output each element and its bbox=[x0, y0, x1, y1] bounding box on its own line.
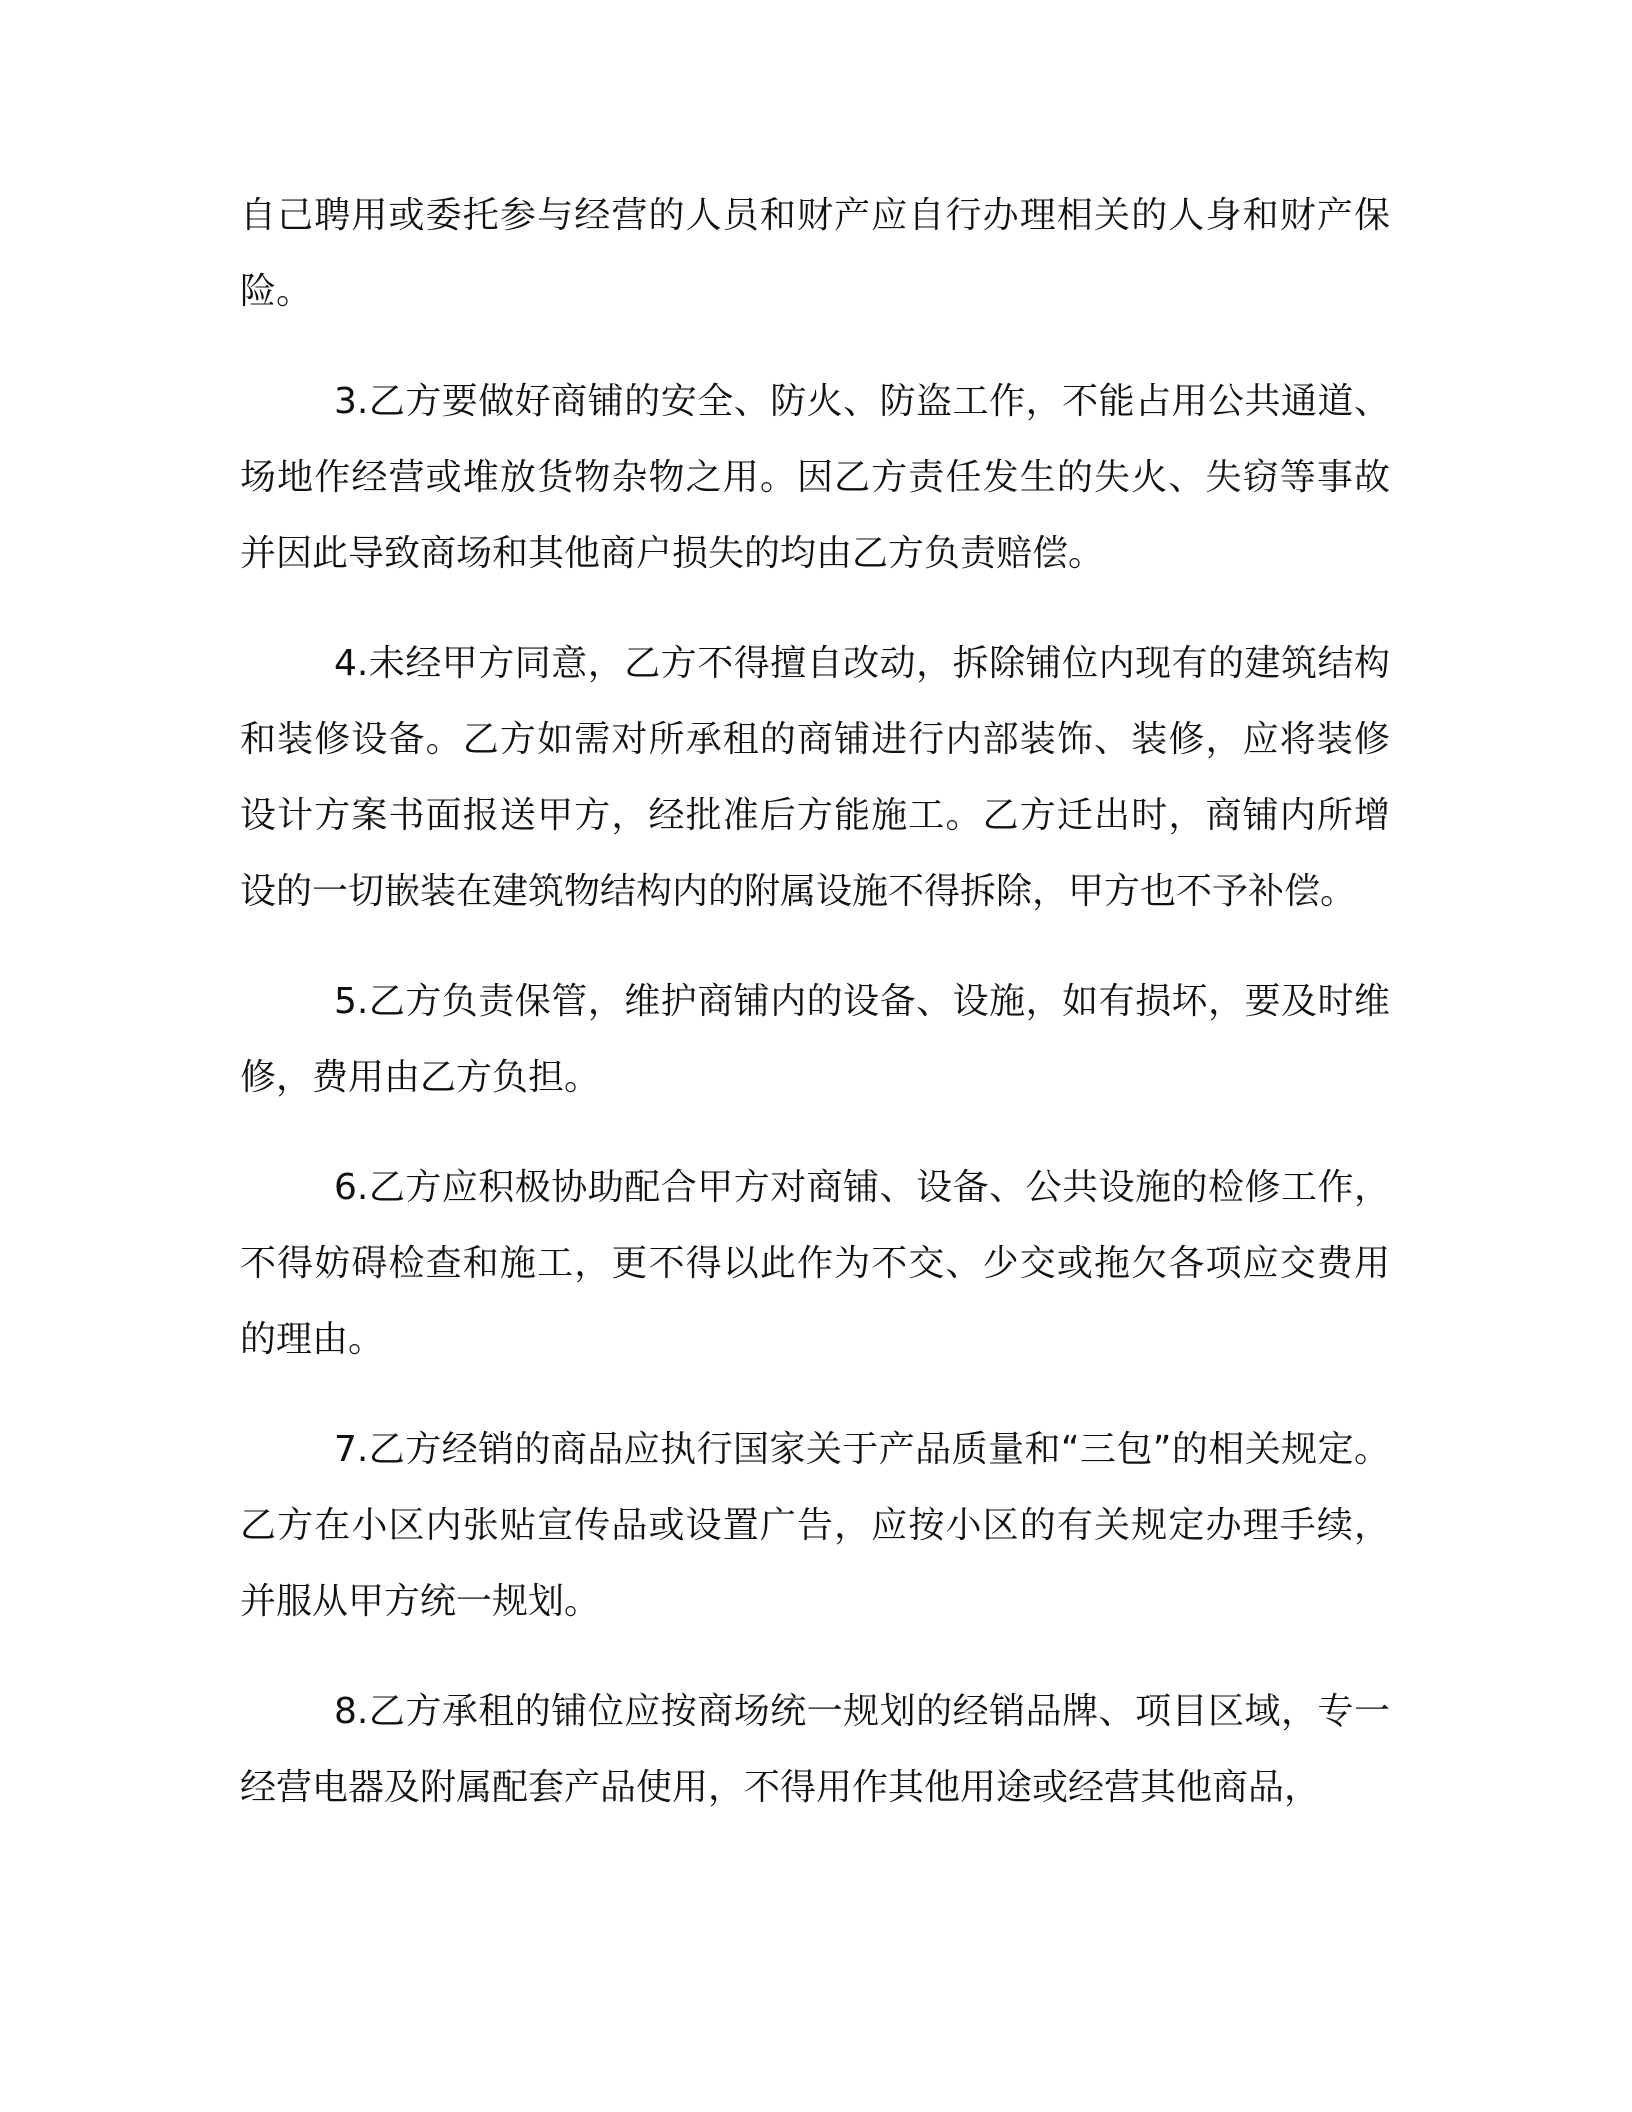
paragraph-clause-5: 5.乙方负责保管，维护商铺内的设备、设施，如有损坏，要及时维修，费用由乙方负担。 bbox=[240, 981, 1390, 1098]
paragraph-clause-3: 3.乙方要做好商铺的安全、防火、防盗工作，不能占用公共通道、场地作经营或堆放货物杂物之用。因乙方责任发生的失火、失窃等事故并因此导致商场和其他商户损失的均由乙方负责赔偿。 bbox=[240, 381, 1390, 574]
paragraph-clause-4: 4.未经甲方同意，乙方不得擅自改动，拆除铺位内现有的建筑结构和装修设备。乙方如需对所承租的商铺进行内部装饰、装修，应将装修设计方案书面报送甲方，经批准后方能施工。乙方迁出时，商铺内所增设的一切嵌装在建筑物结构内的附属设施不得拆除，甲方也不予补偿。 bbox=[240, 643, 1390, 912]
paragraph-clause-8: 8.乙方承租的铺位应按商场统一规划的经销品牌、项目区域，专一经营电器及附属配套产品使用，不得用作其他用途或经营其他商品， bbox=[240, 1691, 1390, 1808]
paragraph-clause-7: 7.乙方经销的商品应执行国家关于产品质量和“三包”的相关规定。乙方在小区内张贴宣传品或设置广告，应按小区的有关规定办理手续，并服从甲方统一规划。 bbox=[240, 1429, 1390, 1622]
paragraph-clause-6: 6.乙方应积极协助配合甲方对商铺、设备、公共设施的检修工作，不得妨碍检查和施工，更不得以此作为不交、少交或拖欠各项应交费用的理由。 bbox=[240, 1167, 1390, 1360]
paragraph-insurance-continuation: 自己聘用或委托参与经营的人员和财产应自行办理相关的人身和财产保险。 bbox=[240, 195, 1390, 312]
document-body bbox=[240, 178, 1390, 1860]
